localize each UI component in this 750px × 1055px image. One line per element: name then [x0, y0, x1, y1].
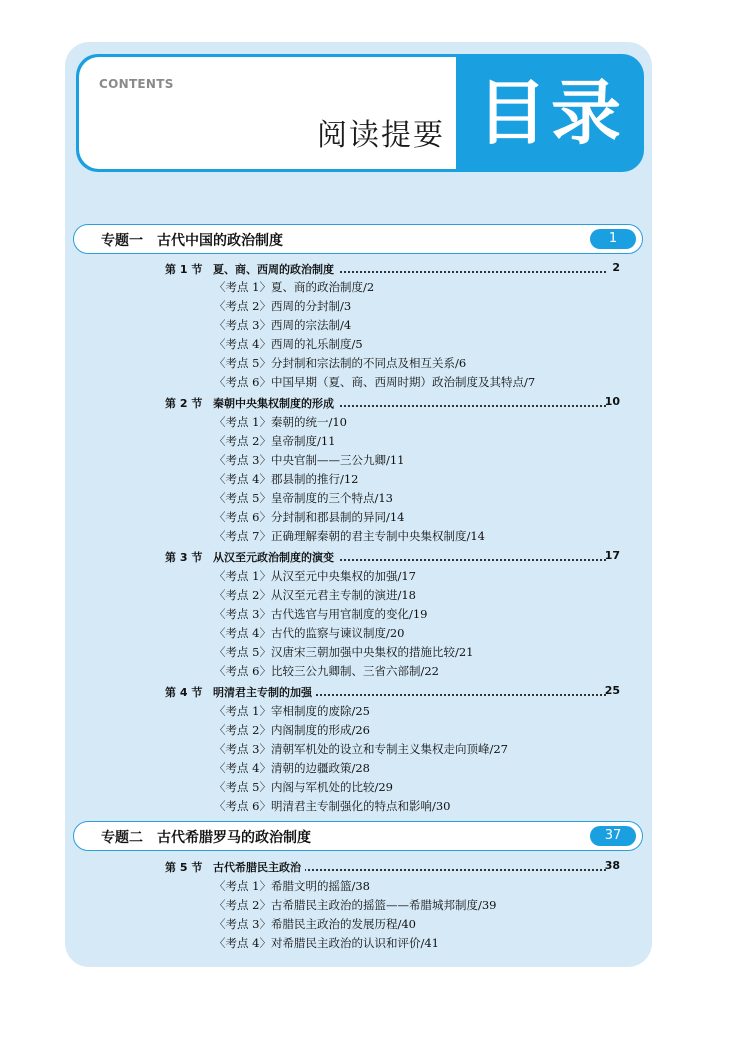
exam-point-item[interactable]: 〈考点 1〉秦朝的统一/10: [214, 415, 347, 429]
topic-page-badge: 1: [590, 229, 636, 249]
exam-point-item[interactable]: 〈考点 1〉宰相制度的废除/25: [214, 704, 370, 718]
section-number: 第 3 节: [165, 551, 203, 564]
exam-point-item[interactable]: 〈考点 4〉古代的监察与谏议制度/20: [214, 626, 405, 640]
exam-point-item[interactable]: 〈考点 4〉对希腊民主政治的认识和评价/41: [214, 936, 439, 950]
exam-point-item[interactable]: 〈考点 6〉分封制和郡县制的异同/14: [214, 510, 405, 524]
section-page: 25: [604, 684, 620, 697]
section-page: 17: [604, 549, 620, 562]
exam-point-item[interactable]: 〈考点 3〉西周的宗法制/4: [214, 318, 352, 332]
exam-point-item[interactable]: 〈考点 1〉从汉至元中央集权的加强/17: [214, 569, 416, 583]
exam-point-item[interactable]: 〈考点 2〉古希腊民主政治的摇篮——希腊城邦制度/39: [214, 898, 497, 912]
page-subtitle: 阅读提要: [317, 118, 445, 153]
section-row[interactable]: [165, 549, 620, 565]
exam-point-item[interactable]: 〈考点 5〉汉唐宋三朝加强中央集权的措施比较/21: [214, 645, 474, 659]
exam-point-item[interactable]: 〈考点 6〉明清君主专制强化的特点和影响/30: [214, 799, 451, 813]
exam-point-item[interactable]: 〈考点 2〉皇帝制度/11: [214, 434, 336, 448]
section-row[interactable]: [165, 261, 620, 277]
section-title: 秦朝中央集权制度的形成: [213, 395, 338, 411]
exam-point-item[interactable]: 〈考点 4〉郡县制的推行/12: [214, 472, 359, 486]
exam-point-item[interactable]: 〈考点 4〉清朝的边疆政策/28: [214, 761, 370, 775]
exam-point-item[interactable]: 〈考点 3〉清朝军机处的设立和专制主义集权走向顶峰/27: [214, 742, 508, 756]
exam-point-item[interactable]: 〈考点 6〉比较三公九卿制、三省六部制/22: [214, 664, 439, 678]
exam-point-item[interactable]: 〈考点 3〉希腊民主政治的发展历程/40: [214, 917, 416, 931]
exam-point-item[interactable]: 〈考点 3〉古代选官与用官制度的变化/19: [214, 607, 428, 621]
section-number: 第 4 节: [165, 686, 203, 699]
section-page: 10: [604, 395, 620, 408]
exam-point-item[interactable]: 〈考点 5〉分封制和宗法制的不同点及相互关系/6: [214, 356, 467, 370]
exam-point-item[interactable]: 〈考点 6〉中国早期（夏、商、西周时期）政治制度及其特点/7: [214, 375, 536, 389]
topic-bar[interactable]: [73, 224, 643, 254]
section-row[interactable]: [165, 859, 620, 875]
exam-point-item[interactable]: 〈考点 1〉希腊文明的摇篮/38: [214, 879, 370, 893]
exam-point-item[interactable]: 〈考点 5〉皇帝制度的三个特点/13: [214, 491, 393, 505]
topic-page-badge: 37: [590, 826, 636, 846]
section-number: 第 1 节: [165, 263, 203, 276]
page-title: 目录: [477, 72, 625, 154]
section-number: 第 5 节: [165, 861, 203, 874]
section-page: 2: [612, 261, 620, 274]
exam-point-item[interactable]: 〈考点 5〉内阁与军机处的比较/29: [214, 780, 393, 794]
section-title: 从汉至元政治制度的演变: [213, 549, 338, 565]
section-row[interactable]: [165, 395, 620, 411]
exam-point-item[interactable]: 〈考点 2〉西周的分封制/3: [214, 299, 352, 313]
contents-label: CONTENTS: [99, 77, 174, 91]
topic-title: 专题二 古代希腊罗马的政治制度: [101, 830, 311, 846]
exam-point-item[interactable]: 〈考点 7〉正确理解秦朝的君主专制中央集权制度/14: [214, 529, 485, 543]
exam-point-item[interactable]: 〈考点 4〉西周的礼乐制度/5: [214, 337, 363, 351]
section-title: 夏、商、西周的政治制度: [213, 261, 338, 277]
topic-bar[interactable]: [73, 821, 643, 851]
section-title: 明清君主专制的加强: [213, 684, 316, 700]
exam-point-item[interactable]: 〈考点 2〉内阁制度的形成/26: [214, 723, 370, 737]
exam-point-item[interactable]: 〈考点 1〉夏、商的政治制度/2: [214, 280, 375, 294]
section-title: 古代希腊民主政治: [213, 859, 305, 875]
topic-title: 专题一 古代中国的政治制度: [101, 233, 283, 249]
exam-point-item[interactable]: 〈考点 3〉中央官制——三公九卿/11: [214, 453, 405, 467]
exam-point-item[interactable]: 〈考点 2〉从汉至元君主专制的演进/18: [214, 588, 416, 602]
section-page: 38: [604, 859, 620, 872]
section-row[interactable]: [165, 684, 620, 700]
section-number: 第 2 节: [165, 397, 203, 410]
